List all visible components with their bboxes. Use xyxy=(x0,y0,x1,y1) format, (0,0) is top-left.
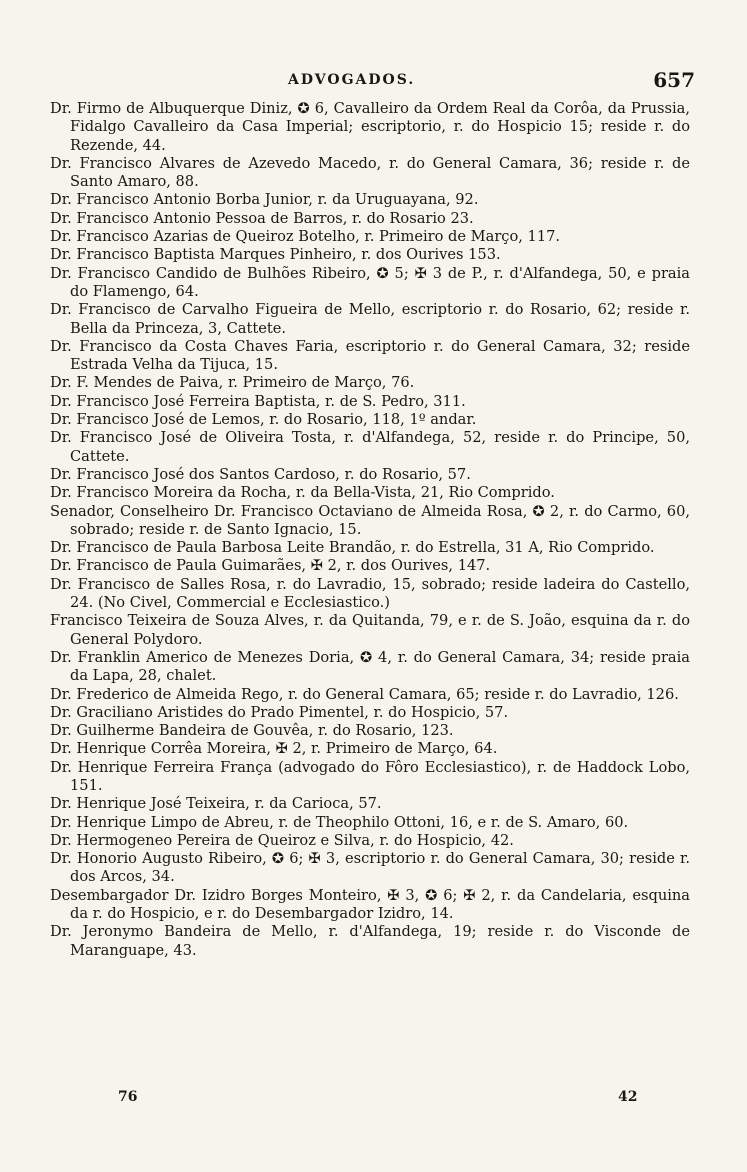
entry: Dr. Firmo de Albuquerque Diniz, ✪ 6, Cavalleiro da Ordem Real da Corôa, da Prussia, Fidalgo Cavalleiro da Casa Imperial; escriptorio, r. do Hospicio 15; reside r. do Rezende, 44. xyxy=(50,100,690,154)
entry: Francisco Teixeira de Souza Alves, r. da Quitanda, 79, e r. de S. João, esquina da r. do General Polydoro. xyxy=(50,612,690,648)
entry: Dr. Francisco José de Lemos, r. do Rosario, 118, 1º andar. xyxy=(50,411,477,429)
entry: Dr. Francisco Baptista Marques Pinheiro, r. dos Ourives 153. xyxy=(50,246,501,264)
running-title: ADVOGADOS. xyxy=(288,72,416,88)
entry: Dr. F. Mendes de Paiva, r. Primeiro de Março, 76. xyxy=(50,374,415,392)
entry: Dr. Francisco José dos Santos Cardoso, r. do Rosario, 57. xyxy=(50,465,471,483)
entry: Dr. Francisco José Ferreira Baptista, r. de S. Pedro, 311. xyxy=(50,392,466,410)
entry: Dr. Francisco de Paula Barbosa Leite Brandão, r. do Estrella, 31 A, Rio Comprido. xyxy=(50,539,655,557)
entry: Dr. Francisco de Salles Rosa, r. do Lavradio, 15, sobrado; reside ladeira do Castello, 24. (No Civel, Commercial e Ecclesiastico.) xyxy=(50,575,690,612)
printer-signature: 76 xyxy=(118,1089,138,1105)
entry: Dr. Francisco Moreira da Rocha, r. da Bella-Vista, 21, Rio Comprido. xyxy=(50,484,555,502)
entry: Senador, Conselheiro Dr. Francisco Octaviano de Almeida Rosa, ✪ 2, r. do Carmo, 60, sobrado; reside r. de Santo Ignacio, 15. xyxy=(50,502,690,538)
entry: Dr. Henrique Ferreira França (advogado do Fôro Ecclesiastico), r. de Haddock Lobo, 151. xyxy=(50,758,690,794)
entry: Dr. Henrique José Teixeira, r. da Carioca, 57. xyxy=(50,795,382,813)
entry: Dr. Henrique Corrêa Moreira, ✠ 2, r. Primeiro de Março, 64. xyxy=(50,740,498,758)
advogados-list xyxy=(50,100,690,960)
entry: Desembargador Dr. Izidro Borges Monteiro, ✠ 3, ✪ 6; ✠ 2, r. da Candelaria, esquina da r. do Hospicio, e r. do Desembargador Izidro, 14. xyxy=(50,886,690,923)
entry: Dr. Francisco Candido de Bulhões Ribeiro, ✪ 5; ✠ 3 de P., r. d'Alfandega, 50, e praia do Flamengo, 64. xyxy=(50,264,690,300)
entry: Dr. Guilherme Bandeira de Gouvêa, r. do Rosario, 123. xyxy=(50,722,454,740)
entry: Dr. Francisco Alvares de Azevedo Macedo, r. do General Camara, 36; reside r. de Santo Amaro, 88. xyxy=(50,154,690,191)
entry: Dr. Frederico de Almeida Rego, r. do General Camara, 65; reside r. do Lavradio, 126. xyxy=(50,685,679,703)
entry: Dr. Francisco Antonio Borba Junior, r. da Uruguayana, 92. xyxy=(50,191,479,209)
entry: Dr. Francisco Antonio Pessoa de Barros, r. do Rosario 23. xyxy=(50,209,474,227)
page-number: 657 xyxy=(653,68,695,92)
entry: Dr. Francisco da Costa Chaves Faria, escriptorio r. do General Camara, 32; reside Estrada Velha da Tijuca, 15. xyxy=(50,337,690,374)
entry: Dr. Francisco José de Oliveira Tosta, r. d'Alfandega, 52, reside r. do Principe, 50, Cattete. xyxy=(50,429,690,465)
entry: Dr. Graciliano Aristides do Prado Pimentel, r. do Hospicio, 57. xyxy=(50,703,509,721)
entry: Dr. Franklin Americo de Menezes Doria, ✪ 4, r. do General Camara, 34; reside praia da Lapa, 28, chalet. xyxy=(50,648,690,685)
entry: Dr. Jeronymo Bandeira de Mello, r. d'Alfandega, 19; reside r. do Visconde de Maranguape, 43. xyxy=(50,923,690,959)
page-header xyxy=(0,68,747,96)
entry: Dr. Honorio Augusto Ribeiro, ✪ 6; ✠ 3, escriptorio r. do General Camara, 30; reside r. dos Arcos, 34. xyxy=(50,850,690,886)
entry: Dr. Hermogeneo Pereira de Queiroz e Silva, r. do Hospicio, 42. xyxy=(50,831,514,849)
entry: Dr. Francisco de Carvalho Figueira de Mello, escriptorio r. do Rosario, 62; reside r. Bella da Princeza, 3, Cattete. xyxy=(50,301,690,337)
entry: Dr. Henrique Limpo de Abreu, r. de Theophilo Ottoni, 16, e r. de S. Amaro, 60. xyxy=(50,813,629,831)
entry: Dr. Francisco Azarias de Queiroz Botelho, r. Primeiro de Março, 117. xyxy=(50,228,561,246)
entry: Dr. Francisco de Paula Guimarães, ✠ 2, r. dos Ourives, 147. xyxy=(50,557,491,575)
corner-mark: 42 xyxy=(618,1089,638,1105)
